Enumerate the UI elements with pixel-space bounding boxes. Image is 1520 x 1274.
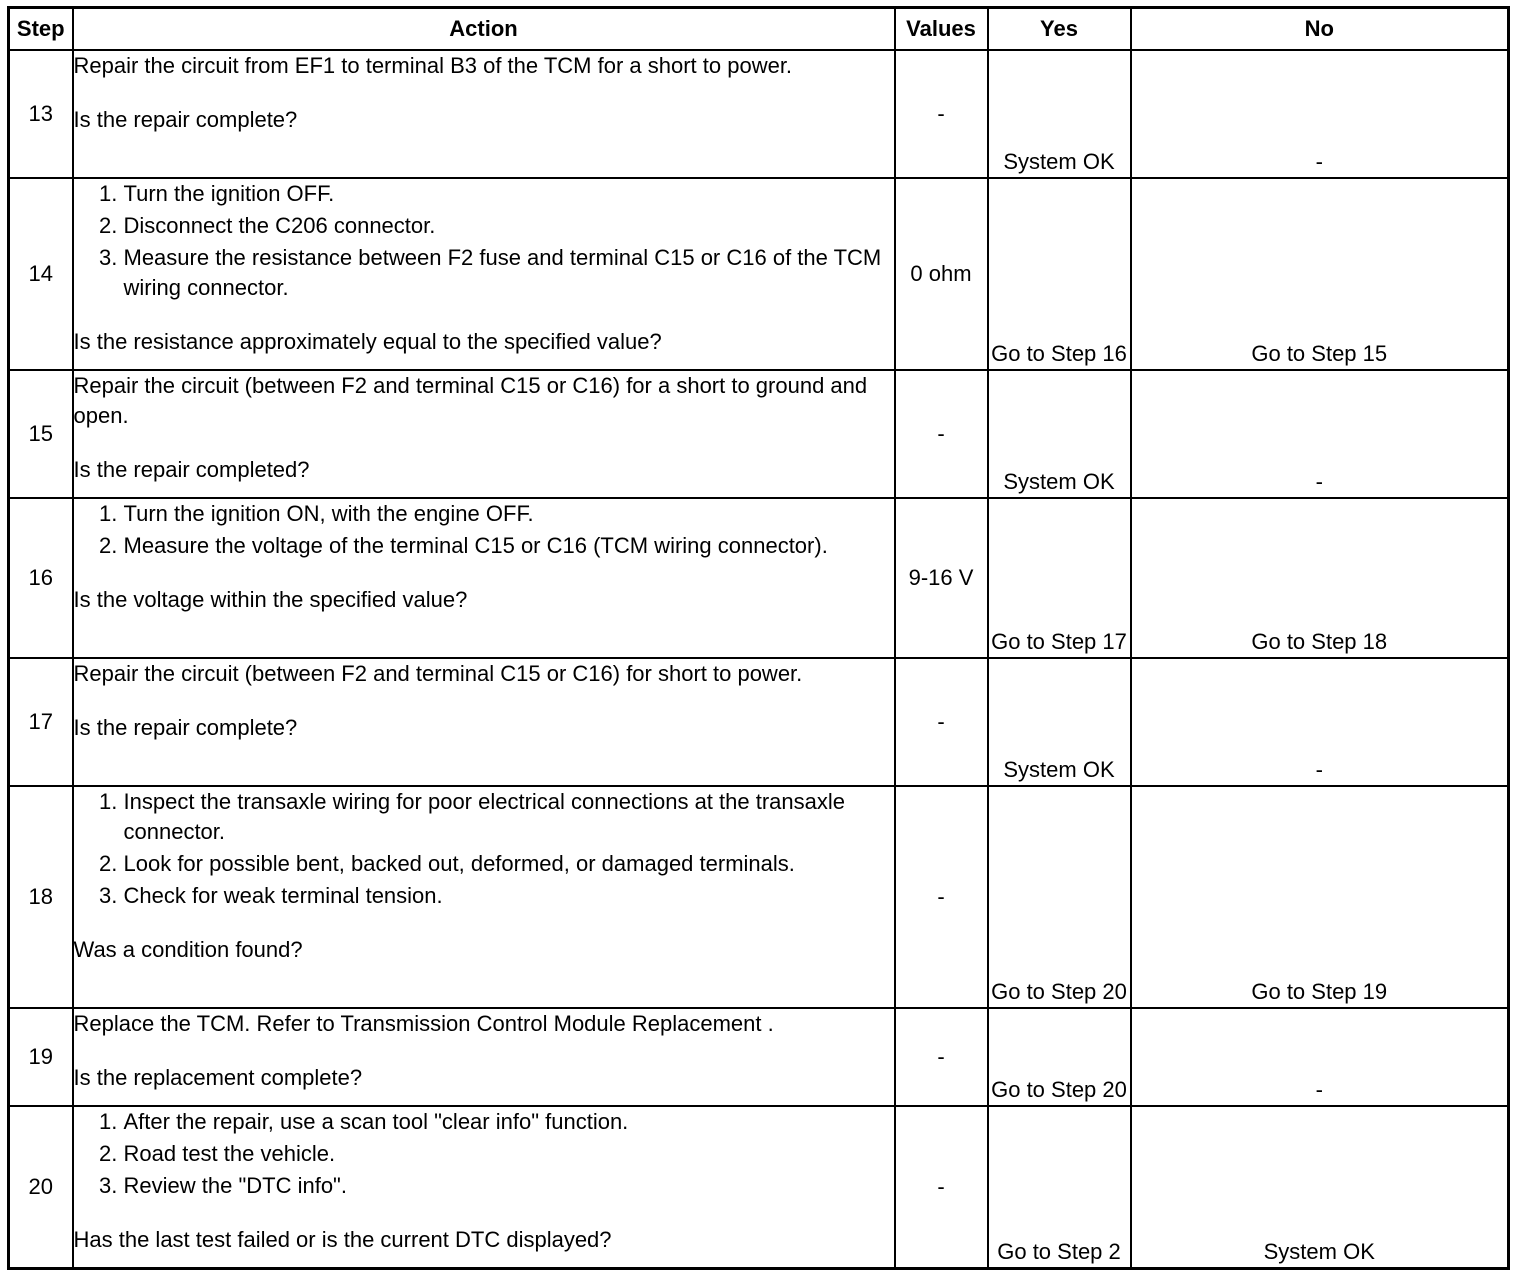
header-action: Action: [73, 8, 895, 51]
instruction-item: 3. Measure the resistance between F2 fuse and terminal C15 or C16 of the TCM wiring connector.: [124, 243, 894, 303]
action-question: Is the repair complete?: [73, 107, 298, 132]
no-cell: -: [1131, 50, 1509, 178]
step-number: 16: [9, 498, 73, 658]
instruction-item: 2. Measure the voltage of the terminal C15 or C16 (TCM wiring connector).: [124, 531, 894, 561]
table-row: [9, 370, 1509, 498]
value-cell: -: [895, 786, 988, 1008]
yes-cell: System OK: [988, 50, 1131, 178]
value-cell: 9-16 V: [895, 498, 988, 658]
action-cell: [73, 1008, 895, 1106]
header-step: Step: [9, 8, 73, 51]
action-cell: [73, 178, 895, 370]
instruction-item: 2. Road test the vehicle.: [124, 1139, 894, 1169]
yes-cell: System OK: [988, 370, 1131, 498]
table-row: [9, 50, 1509, 178]
table-row: [9, 1008, 1509, 1106]
instruction-list: [74, 179, 894, 303]
value-cell: -: [895, 50, 988, 178]
action-cell: [73, 50, 895, 178]
action-cell: [73, 658, 895, 786]
table-row: [9, 658, 1509, 786]
action-question: Has the last test failed or is the current DTC displayed?: [73, 1227, 612, 1252]
step-number: 17: [9, 658, 73, 786]
step-number: 13: [9, 50, 73, 178]
header-no: No: [1131, 8, 1509, 51]
instruction-item: 1. Turn the ignition ON, with the engine OFF.: [124, 499, 894, 529]
instruction-list: [74, 1107, 894, 1201]
step-number: 14: [9, 178, 73, 370]
value-cell: -: [895, 658, 988, 786]
table-row: [9, 786, 1509, 1008]
action-cell: [73, 498, 895, 658]
step-number: 15: [9, 370, 73, 498]
yes-cell: Go to Step 20: [988, 786, 1131, 1008]
value-cell: -: [895, 370, 988, 498]
header-row: [9, 8, 1509, 51]
action-question: Is the resistance approximately equal to the specified value?: [73, 329, 662, 354]
no-cell: Go to Step 15: [1131, 178, 1509, 370]
action-question: Is the repair complete?: [73, 715, 298, 740]
action-text: Repair the circuit from EF1 to terminal B3 of the TCM for a short to power.: [73, 53, 793, 78]
instruction-item: 1. Turn the ignition OFF.: [124, 179, 894, 209]
value-cell: -: [895, 1008, 988, 1106]
instruction-item: 1. After the repair, use a scan tool "clear info" function.: [124, 1107, 894, 1137]
action-question: Was a condition found?: [73, 937, 303, 962]
yes-cell: System OK: [988, 658, 1131, 786]
no-cell: -: [1131, 658, 1509, 786]
instruction-item: 1. Inspect the transaxle wiring for poor electrical connections at the transaxle connector.: [124, 787, 894, 847]
instruction-list: [74, 499, 894, 561]
yes-cell: Go to Step 20: [988, 1008, 1131, 1106]
value-cell: -: [895, 1106, 988, 1268]
action-question: Is the replacement complete?: [73, 1065, 363, 1090]
table-row: [9, 1106, 1509, 1268]
step-number: 18: [9, 786, 73, 1008]
action-cell: [73, 1106, 895, 1268]
instruction-item: 2. Look for possible bent, backed out, deformed, or damaged terminals.: [124, 849, 894, 879]
no-cell: Go to Step 18: [1131, 498, 1509, 658]
table-row: [9, 498, 1509, 658]
action-cell: [73, 370, 895, 498]
instruction-item: 3. Review the "DTC info".: [124, 1171, 894, 1201]
value-cell: 0 ohm: [895, 178, 988, 370]
action-text: Replace the TCM. Refer to Transmission Control Module Replacement .: [73, 1011, 774, 1036]
instruction-item: 3. Check for weak terminal tension.: [124, 881, 894, 911]
action-question: Is the repair completed?: [73, 457, 310, 482]
header-yes: Yes: [988, 8, 1131, 51]
action-text: Repair the circuit (between F2 and terminal C15 or C16) for a short to ground and open.: [73, 373, 868, 428]
no-cell: System OK: [1131, 1106, 1509, 1268]
action-text: Repair the circuit (between F2 and terminal C15 or C16) for short to power.: [73, 661, 803, 686]
step-number: 19: [9, 1008, 73, 1106]
step-number: 20: [9, 1106, 73, 1268]
instruction-list: [74, 787, 894, 911]
yes-cell: Go to Step 2: [988, 1106, 1131, 1268]
no-cell: -: [1131, 370, 1509, 498]
instruction-item: 2. Disconnect the C206 connector.: [124, 211, 894, 241]
action-question: Is the voltage within the specified value?: [73, 587, 468, 612]
diagnostic-table: [7, 6, 1510, 1270]
table-row: [9, 178, 1509, 370]
no-cell: Go to Step 19: [1131, 786, 1509, 1008]
yes-cell: Go to Step 17: [988, 498, 1131, 658]
header-values: Values: [895, 8, 988, 51]
no-cell: -: [1131, 1008, 1509, 1106]
yes-cell: Go to Step 16: [988, 178, 1131, 370]
action-cell: [73, 786, 895, 1008]
